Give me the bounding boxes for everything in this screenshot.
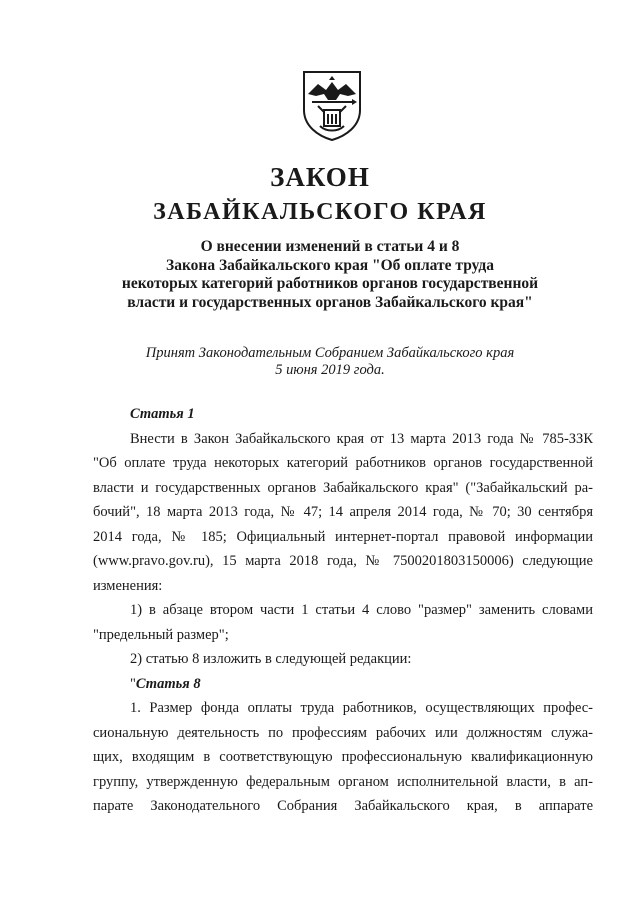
item-1-line: "предельный размер"; — [93, 626, 229, 643]
law-subtitle — [0, 238, 640, 312]
subtitle-line: О внесении изменений в статьи 4 и 8 — [200, 238, 460, 255]
law-body — [93, 402, 593, 819]
article-8-line: щих, входящим в соответствующую профессиональную квалификационную — [93, 749, 593, 765]
adoption-line: Принят Законодательным Собранием Забайкальского края — [145, 345, 515, 361]
subtitle-line: некоторых категорий работников органов государственной — [121, 275, 539, 292]
article-8-line: группу, утвержденную федеральным органом исполнительной власти, в ап- — [93, 773, 593, 790]
article-1-heading: Статья 1 — [130, 406, 195, 422]
article-8-line: сиональную деятельность по профессиям рабочих или должностям служа- — [93, 724, 593, 741]
article-8-heading: Статья 8 — [135, 675, 201, 692]
law-title: ЗАКОН — [270, 162, 370, 192]
adoption-note — [0, 345, 640, 379]
article-8-line: парате Законодательного Собрания Забайкальского края, в аппарате — [93, 798, 593, 814]
body-line: "Об оплате труда некоторых категорий работников органов государственной — [93, 455, 593, 471]
body-line: власти и государственных органов Забайкальского края" ("Забайкальский ра- — [93, 479, 593, 496]
adoption-date: 5 июня 2019 года. — [275, 362, 385, 378]
item-1-line: 1) в абзаце втором части 1 статьи 4 слово "размер" заменить словами — [130, 602, 593, 618]
article-8-line: 1. Размер фонда оплаты труда работников, осуществляющих профес- — [130, 700, 593, 716]
body-line: изменения: — [93, 577, 163, 594]
law-region-title: ЗАБАЙКАЛЬСКОГО КРАЯ — [153, 199, 487, 225]
subtitle-line: власти и государственных органов Забайкальского края" — [127, 293, 533, 311]
body-line: 2014 года, № 185; Официальный интернет-портал правовой информации — [93, 528, 593, 545]
body-line: Внести в Закон Забайкальского края от 13 марта 2013 года № 785-ЗЗК — [130, 430, 593, 447]
item-2-line: 2) статью 8 изложить в следующей редакции: — [130, 651, 412, 667]
subtitle-line: Закона Забайкальского края "Об оплате труда — [166, 256, 494, 274]
coat-of-arms-emblem — [300, 70, 364, 142]
article-8-heading-line — [93, 672, 593, 697]
body-line: бочий", 18 марта 2013 года, № 47; 14 апреля 2014 года, № 70; 30 сентября — [93, 504, 593, 520]
body-line: (www.pravo.gov.ru), 15 марта 2018 года, № 7500201803150006) следующие — [93, 553, 593, 569]
opening-quote: " — [130, 675, 136, 692]
